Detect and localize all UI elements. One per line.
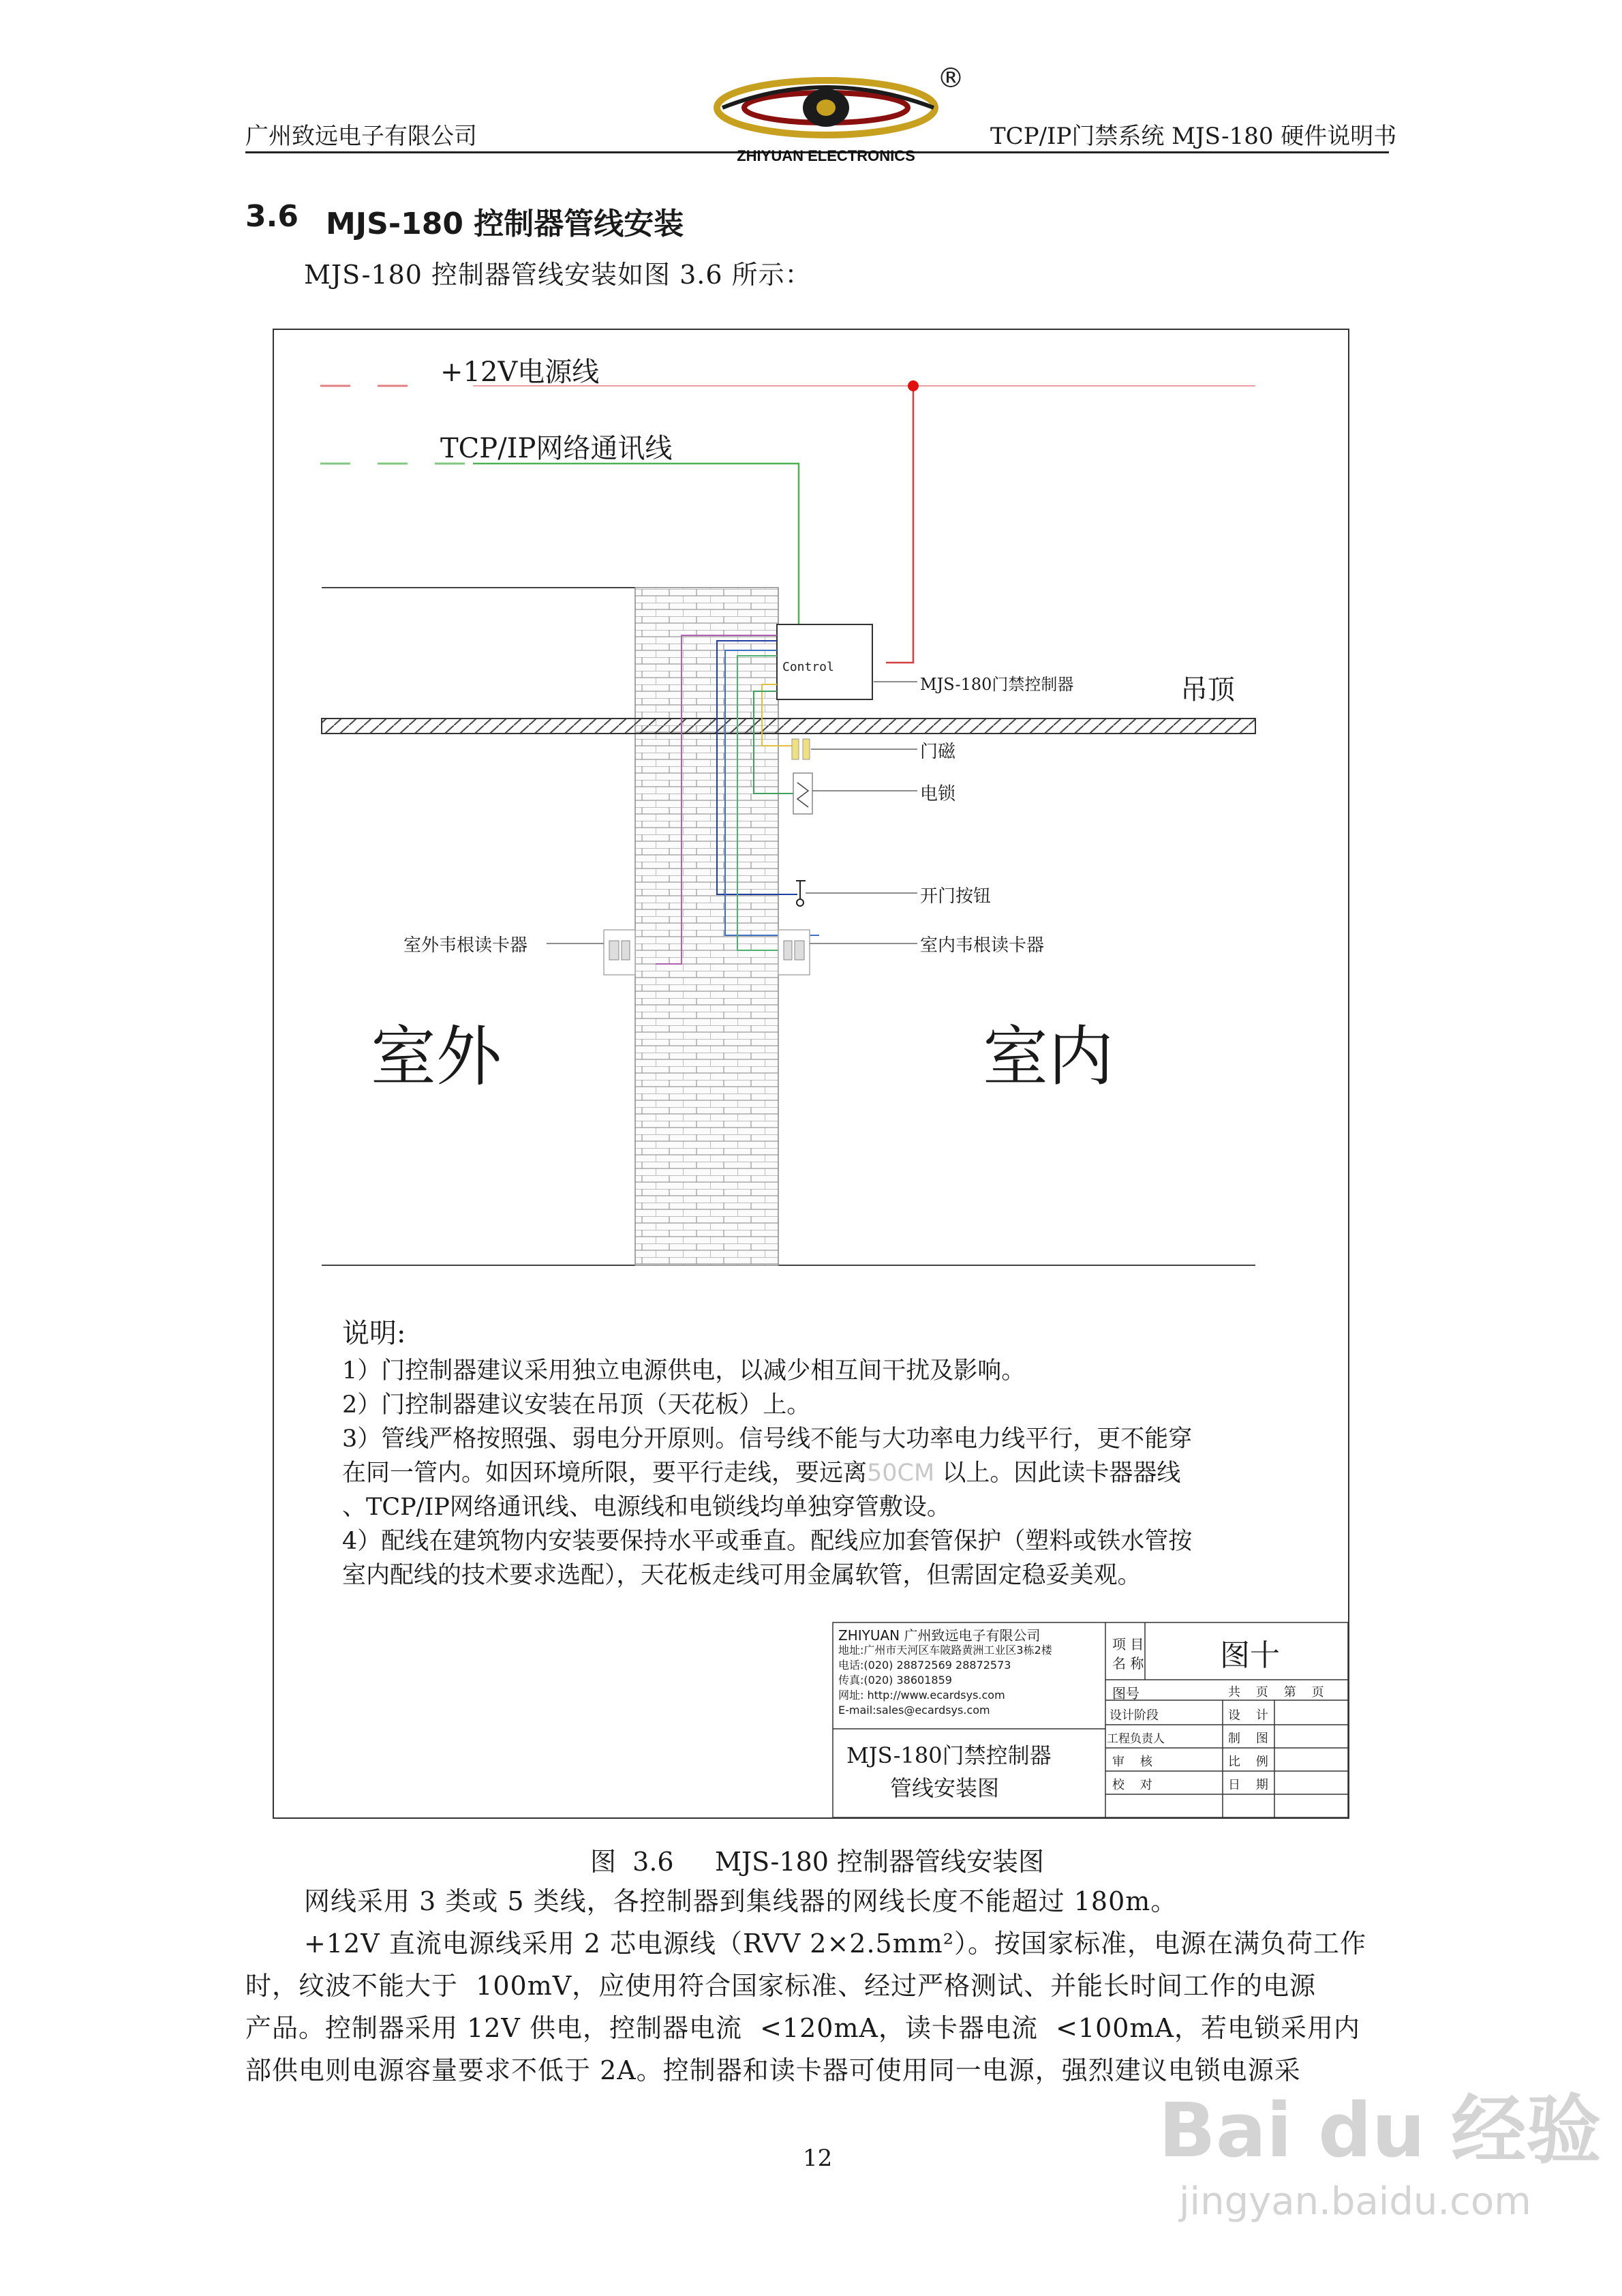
outdoor-zone-label: 室外 (371, 1018, 502, 1095)
note-line: 室内配线的技术要求选配），天花板走线可用金属软管，但需固定稳妥美观。 (342, 1562, 1142, 1589)
note-line: 、TCP/IP网络通讯线、电源线和电锁线均单独穿管敷设。 (342, 1494, 951, 1521)
tb-draw: 制 图 (1228, 1732, 1268, 1746)
note-line: 1）门控制器建议采用独立电源供电，以减少相互间干扰及影响。 (342, 1357, 1026, 1385)
power-junction (908, 380, 919, 391)
notes-block (342, 1354, 1192, 1592)
power-drop (886, 386, 913, 663)
tb-drawing-no: 图号 (1112, 1685, 1139, 1702)
indoor-reader-icon (778, 930, 917, 975)
tb-project-label-1: 项 目 (1112, 1636, 1144, 1652)
door-magnet-label: 门磁 (920, 742, 956, 762)
controller-label: MJS-180门禁控制器 (920, 675, 1074, 694)
paragraph-line: 产品。控制器采用 12V 供电，控制器电流 <120mA，读卡器电流 <100mA，若电锁采用内 (245, 2013, 1360, 2043)
exit-button-icon (796, 881, 917, 906)
door-magnet-icon (792, 739, 917, 759)
svg-text:Control: Control (782, 660, 834, 674)
note-line: 3）管线严格按照强、弱电分开原则。信号线不能与大功率电力线平行，更不能穿 (342, 1425, 1193, 1453)
exit-button-label: 开门按钮 (920, 886, 992, 907)
watermark-url: jingyan.baidu.com (1179, 2179, 1531, 2224)
watermark-brand: Bai du 经验 (1159, 2087, 1602, 2174)
company-logo (709, 60, 947, 169)
ceiling-slab (322, 719, 1255, 734)
electric-lock-icon (793, 773, 917, 814)
tb-drawing-title-1: MJS-180门禁控制器 (846, 1742, 1052, 1768)
paragraph-line: 部供电则电源容量要求不低于 2A。控制器和读卡器可使用同一电源，强烈建议电锁电源采 (245, 2055, 1301, 2085)
section-number: 3.6 (245, 199, 299, 234)
section-title: MJS-180 控制器管线安装 (326, 207, 684, 241)
notes-heading: 说明: (342, 1318, 406, 1349)
section-intro: MJS-180 控制器管线安装如图 3.6 所示： (304, 260, 812, 290)
outdoor-reader-label: 室外韦根读卡器 (403, 935, 528, 956)
indoor-reader-label: 室内韦根读卡器 (920, 935, 1045, 956)
tb-pages: 共 页 第 页 (1228, 1685, 1324, 1700)
paragraph-line: 时，纹波不能大于 100mV，应使用符合国家标准、经过严格测试、并能长时间工作的电源 (245, 1971, 1317, 2001)
tb-design-stage: 设计阶段 (1110, 1708, 1159, 1723)
page-number: 12 (803, 2145, 833, 2172)
paragraph-line: 网线采用 3 类或 5 类线，各控制器到集线器的网线长度不能超过 180m。 (304, 1886, 1178, 1916)
legend-power-label: +12V电源线 (440, 357, 600, 388)
svg-text:ZHIYUAN ELECTRONICS: ZHIYUAN ELECTRONICS (737, 147, 915, 164)
baidu-watermark (1159, 2086, 1602, 2263)
lock-label: 电锁 (920, 784, 956, 804)
header-doc-title: TCP/IP门禁系统 MJS-180 硬件说明书 (990, 123, 1397, 150)
tb-project-label-2: 名 称 (1112, 1655, 1144, 1672)
highlight-distance: 50CM (867, 1460, 935, 1487)
tb-date: 日 期 (1228, 1778, 1268, 1792)
ceiling-label: 吊顶 (1180, 674, 1235, 706)
tb-engineer: 工程负责人 (1107, 1732, 1165, 1746)
tb-drawing-title-2: 管线安装图 (890, 1775, 1000, 1801)
wiring-diagram (273, 329, 1349, 1819)
tb-company: ZHIYUAN 广州致远电子有限公司 地址:广州市天河区车陂路黄洲工业区3栋2楼 电话:(020) 28872569 28872573 传真:(020) 38601859 网址: http://www.ecardsys.com E-mail:sales@ecardsys.com (838, 1627, 1052, 1717)
note-line: 2）门控制器建议安装在吊顶（天花板）上。 (342, 1391, 811, 1419)
header-company: 广州致远电子有限公司 (245, 123, 477, 150)
figure-caption: 图 3.6 MJS-180 控制器管线安装图 (590, 1847, 1045, 1877)
brick-wall (635, 588, 778, 1265)
tb-design: 设 计 (1228, 1708, 1268, 1723)
paragraph-line: +12V 直流电源线采用 2 芯电源线（RVV 2×2.5mm²）。按国家标准，电源在满负荷工作 (304, 1929, 1367, 1959)
legend-network-label: TCP/IP网络通讯线 (440, 433, 673, 464)
note-line: 4）配线在建筑物内安装要保持水平或垂直。配线应加套管保护（塑料或铁水管按 (342, 1528, 1193, 1555)
tb-review: 审 核 (1112, 1755, 1152, 1769)
note-line: 在同一管内。如因环境所限，要平行走线，要远离50CM 以上。因此读卡器器线 (342, 1460, 1181, 1487)
outdoor-reader-icon (547, 930, 635, 975)
tb-figure-name: 图十 (1220, 1638, 1280, 1673)
tb-scale: 比 例 (1228, 1755, 1268, 1769)
registered-mark: ® (937, 63, 964, 94)
body-paragraph (245, 1880, 1390, 2091)
tb-proofread: 校 对 (1112, 1778, 1152, 1792)
indoor-zone-label: 室内 (983, 1018, 1114, 1095)
